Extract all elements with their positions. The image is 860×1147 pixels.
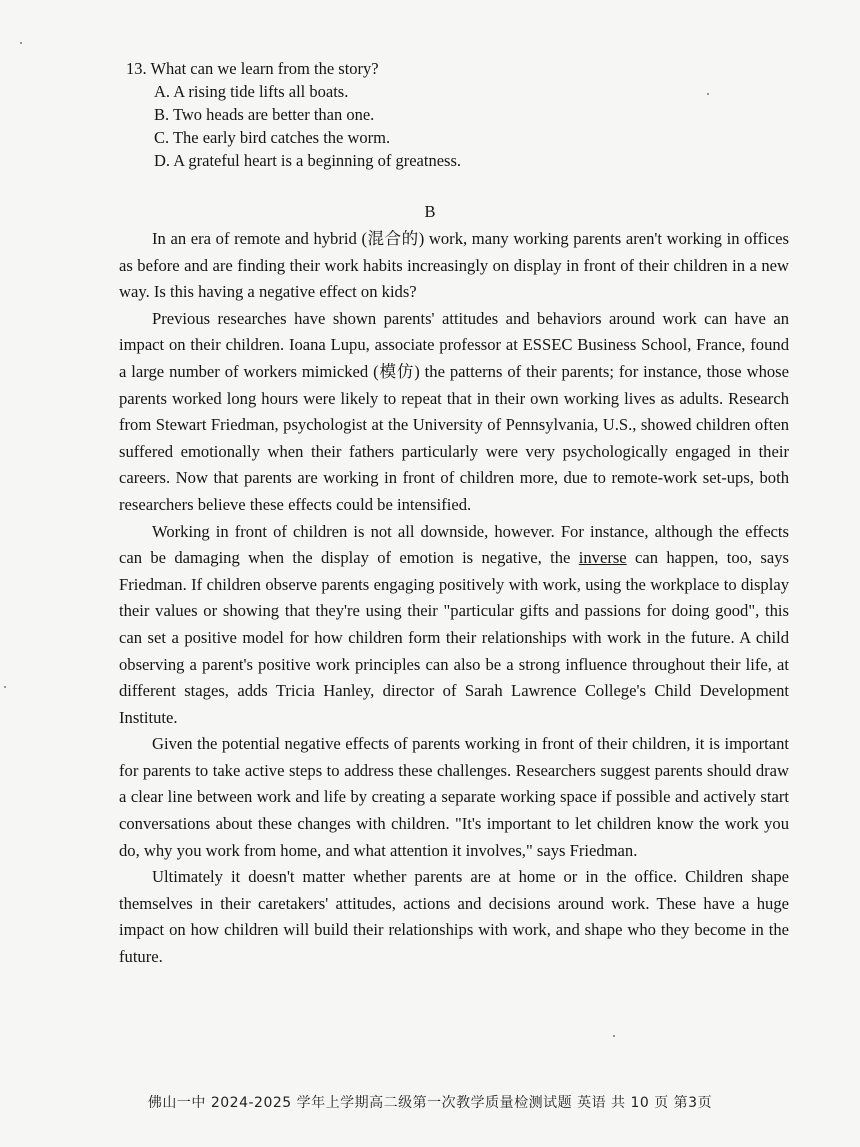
paragraph-3	[119, 519, 789, 732]
paragraph-5: Ultimately it doesn't matter whether parents are at home or in the office. Children shape themselves in their caretakers' attitudes, actions and decisions around work. These have a huge impact on how children will build their relationships with work, and shape who they become in the future.	[119, 867, 789, 967]
scan-speck	[613, 1035, 615, 1037]
option-c: C. The early bird catches the worm.	[154, 128, 391, 147]
option-a: A. A rising tide lifts all boats.	[154, 82, 349, 101]
paragraph-3-end: can happen, too, says Friedman. If children observe parents engaging positively with work, using the workplace to display their values or showing that they're using their "particular gifts and passions for doing good", this can set a positive model for how children form their relationships with work in the future. A child observing a parent's positive work principles can also be a strong influence throughout their life, at different stages, adds Tricia Hanley, director of Sarah Lawrence College's Child Development Institute.	[119, 548, 789, 727]
underlined-word: inverse	[578, 548, 627, 568]
paragraph-1: In an era of remote and hybrid (混合的) work, many working parents aren't working in offices as before and are finding their work habits increasingly on display in front of their children in a new way. Is this having a negative effect on kids?	[119, 229, 789, 302]
paragraph-2: Previous researches have shown parents' attitudes and behaviors around work can have an impact on their children. Ioana Lupu, associate professor at ESSEC Business School, France, found a large number of workers mimicked (模仿) the patterns of their parents; for instance, those whose parents worked long hours were likely to repeat that in their own working lives as adults. Research from Stewart Friedman, psychologist at the University of Pennsylvania, U.S., showed children often suffered emotionally when their fathers particularly were very psychologically engaged in their careers. Now that parents are working in front of children more, due to remote-work set-ups, both researchers believe these effects could be intensified.	[119, 308, 789, 514]
question-13	[126, 57, 726, 172]
page-footer: 佛山一中 2024-2025 学年上学期高二级第一次教学质量检测试题 英语 共 10 页 第3页	[147, 1095, 713, 1111]
reading-passage	[119, 226, 789, 971]
paragraph-4: Given the potential negative effects of parents working in front of their children, it is important for parents to take active steps to address these challenges. Researchers suggest parents should draw a clear line between work and life by creating a separate working space if possible and actively start conversations about these changes with children. "It's important to let children know the work you do, why you work from home, and what attention it involves," says Friedman.	[119, 734, 789, 860]
option-d: D. A grateful heart is a beginning of greatness.	[154, 151, 461, 170]
scan-speck	[4, 686, 6, 688]
paragraph-3-start: Working in front of children is not all downside, however. For instance, although the effects can be damaging when the display of emotion is negative, the	[119, 521, 789, 568]
section-heading: B	[424, 202, 436, 221]
question-stem: 13. What can we learn from the story?	[126, 59, 379, 78]
scan-speck	[20, 42, 22, 44]
option-b: B. Two heads are better than one.	[154, 105, 375, 124]
